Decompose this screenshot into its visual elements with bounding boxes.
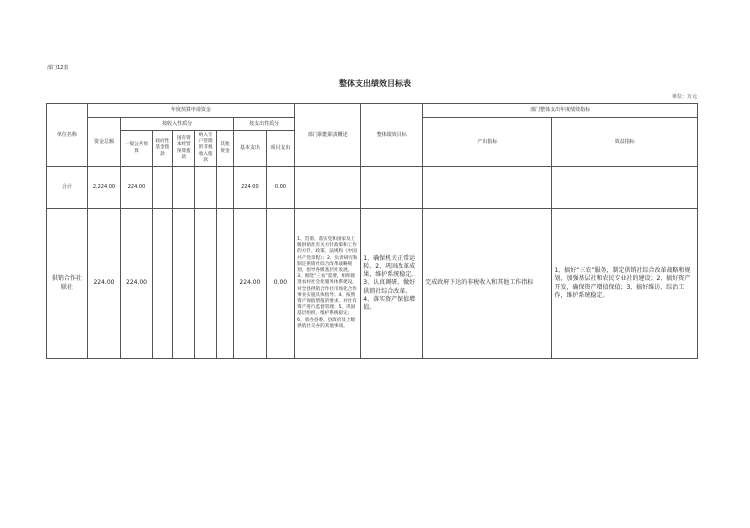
total-special-income-value	[195, 167, 216, 209]
total-state-capital-value	[173, 167, 195, 209]
table-row-total	[47, 167, 698, 209]
header-budget-funds: 年度预算申请资金	[87, 104, 294, 118]
unit-overall-goal-text: 1、确保机关正常运转。2、巩固改革成果，维护系统稳定。3、认真调研，做好供销社综合改革。4、落实资产保值增值。	[361, 209, 423, 359]
unit-effect-indicators-text: 1、搞好“三农”服务，制定供销社综合改革战略和规划，加强基层社和农民专业社的建设；2、搞好资产开发，确保资产增值保值；3、搞好维访、综治工作，维护系统稳定。	[552, 209, 698, 359]
table-row-unit	[47, 209, 698, 359]
header-basic-expense: 基本支出	[234, 131, 267, 167]
unit-state-capital	[173, 209, 195, 359]
header-output-indicators: 产出指标	[423, 118, 552, 167]
performance-table	[46, 103, 698, 359]
unit-general-budget: 224.00	[121, 209, 153, 359]
unit-total-funds: 224.00	[87, 209, 121, 359]
unit-other-funds	[216, 209, 233, 359]
unit-basic-expense: 224.00	[234, 209, 267, 359]
header-total-funds: 资金总额	[87, 118, 121, 167]
total-project-expense-value: 0.00	[266, 167, 294, 209]
total-basic-expense-value: 224.00	[234, 167, 267, 209]
page-title: 整体支出绩效目标表	[339, 79, 411, 88]
total-label: 合计	[47, 167, 88, 209]
header-gov-fund: 政府性基金拨款	[152, 131, 172, 167]
header-other-funds: 其他资金	[216, 131, 233, 167]
total-other-funds-value	[216, 167, 233, 209]
unit-name: 供销合作社联社	[47, 209, 88, 359]
total-gov-fund-value	[152, 167, 172, 209]
unit-project-expense: 0.00	[266, 209, 294, 359]
header-project-expense: 项目支出	[266, 131, 294, 167]
unit-duties-text: 1、贯彻、落实党和国家及上级供销社有关方针政策和工作的方针、政策、法规和《中国共产党章程》；2、负责研究和制定供销社综合改革战略规划，指导各级基层社发展。3、围绕“三农”需要，组织推进农村社会化服务体系建设，对全县供销合作社市场化合作事业实施具体指导；4、按照资产保值增值的要求，对社有资产进行监督管理；5、巩固基层组织，维护系统稳定；6、承办县委、县政府及上级供销社交办的其他事项。	[295, 209, 361, 359]
header-by-expense: 按支出性质分	[234, 118, 295, 131]
total-funds-value: 2,224.00	[87, 167, 121, 209]
header-effect-indicators: 效益指标	[552, 118, 698, 167]
unit-output-indicators-text: 完成政府下达的非税收入和其他工作指标	[423, 209, 552, 359]
header-annual-indicators: 部门整体支出年度绩效指标	[423, 104, 698, 118]
unit-special-income	[195, 209, 216, 359]
unit-label: 单位：万元	[671, 94, 697, 100]
header-general-budget: 一般公共预算	[121, 131, 153, 167]
header-duties: 部门职能职责概述	[295, 104, 361, 167]
unit-gov-fund	[152, 209, 172, 359]
header-overall-goal: 整体绩效目标	[361, 104, 423, 167]
header-special-income: 纳入专户管理的非税收入拨款	[195, 131, 216, 167]
header-state-capital: 国有资本经营预算拨款	[173, 131, 195, 167]
table-number: 部门12表	[47, 65, 69, 71]
total-general-budget-value: 224.00	[121, 167, 153, 209]
header-by-income: 按收入性质分	[121, 118, 234, 131]
header-unit-name: 单位名称	[47, 104, 88, 167]
